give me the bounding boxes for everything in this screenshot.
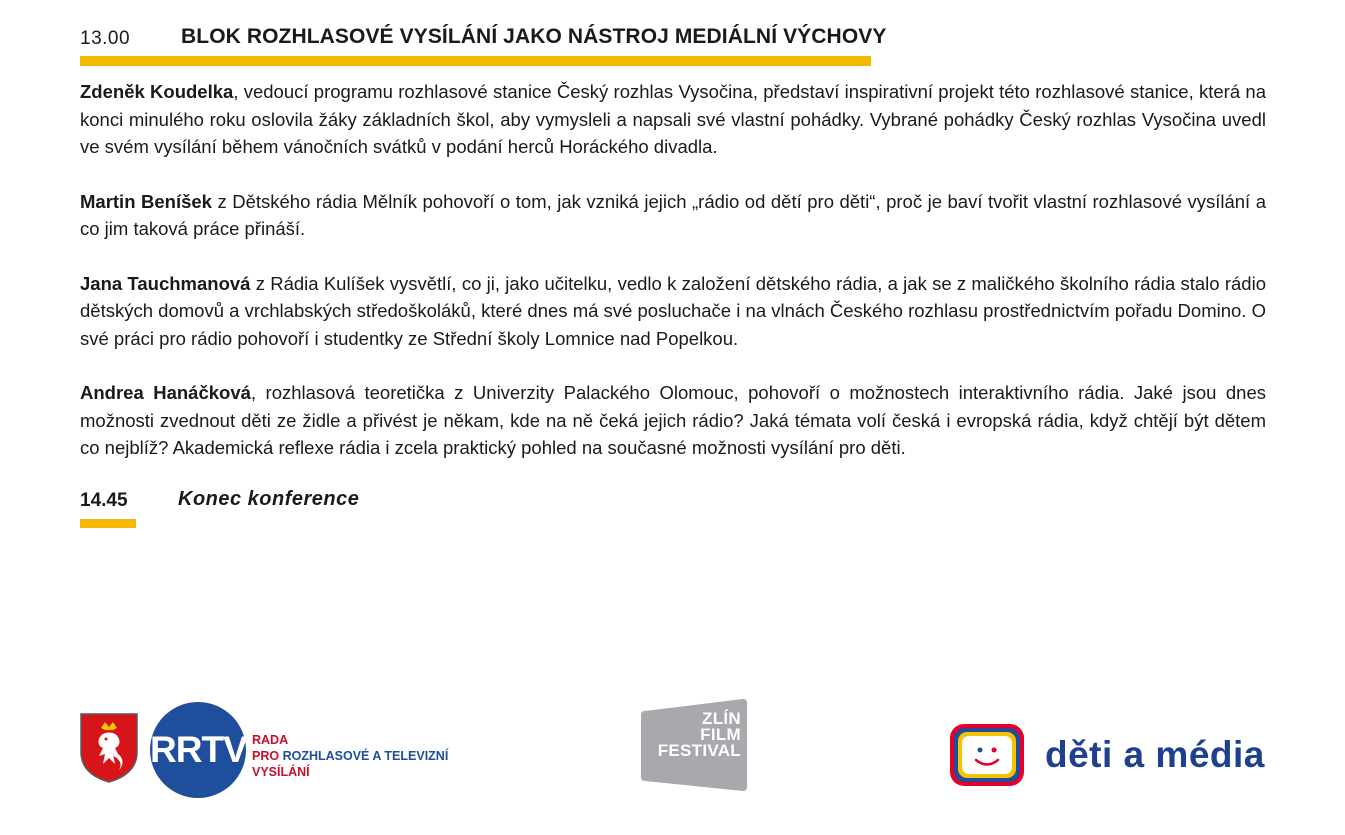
speaker-description: z Rádia Kulíšek vysvětlí, co ji, jako učitelku, vedlo k založení dětského rádia, a jak se z maličkého školního rádia stalo rádio dětských domovů a vrchlabských středoškoláků, které dnes má své posluchače i na vlnách Českého rozhlasu prostřednictvím pořadu Domino. O své práci pro rádio pohovoří i studentky ze Střední školy Lomnice nad Popelkou.: [80, 272, 1266, 349]
rrtv-line-1: RADA: [252, 733, 289, 747]
paragraph-tauchmanova: [80, 270, 1266, 353]
program-description: [80, 78, 1266, 489]
speaker-name: Zdeněk Koudelka: [80, 81, 234, 102]
speaker-description: , vedoucí programu rozhlasové stanice Český rozhlas Vysočina, představí inspirativní projekt této rozhlasové stanice, která na konci minulého roku oslovila žáky základních škol, aby vymysleli a napsali své vlastní pohádky. Vybrané pohádky Český rozhlas Vysočina uvedl ve svém vysílání během vánočních svátků v podání herců Horáckého divadla.: [80, 81, 1266, 157]
speaker-name: Andrea Hanáčková: [80, 382, 251, 403]
paragraph-benisek: [80, 188, 1266, 243]
closing-time: 14.45: [80, 490, 128, 511]
rrtv-line-2: PRO ROZHLASOVÉ A TELEVIZNÍ: [252, 749, 449, 763]
speaker-name: Martin Beníšek: [80, 190, 212, 212]
zlin-film-festival-logo: ZLÍN FILM FESTIVAL: [639, 695, 749, 793]
rrtv-line-3: VYSÍLÁNÍ: [252, 765, 310, 779]
deti-a-media-logo: děti a média: [1045, 734, 1265, 775]
speaker-description: z Dětského rádia Mělník pohovoří o tom, jak vzniká jejich „rádio od dětí pro děti“, proč je baví tvořit vlastní rozhlasové vysílání a co jim taková práce přináší.: [80, 190, 1266, 239]
closing-underline: [80, 519, 136, 528]
section-title: BLOK ROZHLASOVÉ VYSÍLÁNÍ JAKO NÁSTROJ MEDIÁLNÍ VÝCHOVY: [181, 25, 887, 48]
speaker-name: Jana Tauchmanová: [80, 272, 251, 294]
czech-coat-of-arms-icon: [79, 712, 139, 784]
section-underline: [80, 56, 871, 66]
footer-logos: [0, 690, 1345, 820]
closing-label: Konec konference: [178, 488, 360, 510]
rrtv-logo: RRTV: [150, 702, 246, 798]
tv-face-icon: [948, 722, 1026, 788]
rrtv-name: [252, 732, 448, 780]
section-header: [80, 22, 887, 66]
section-time: 13.00: [80, 28, 131, 49]
paragraph-koudelka: [80, 78, 1266, 161]
speaker-description: , rozhlasová teoretička z Univerzity Palackého Olomouc, pohovoří o možnostech interaktivního rádia. Jaké jsou dnes možnosti zvednout děti ze židle a přivést je někam, kde na ně čeká jejich rádio? Jaká témata volí česká i evropská rádia, když chtějí být dětem co nejblíž? Akademická reflexe rádia i zcela praktický pohled na současné možnosti vysílání pro děti.: [80, 382, 1266, 458]
closing-header: [80, 488, 480, 530]
paragraph-hanackova: [80, 379, 1266, 462]
